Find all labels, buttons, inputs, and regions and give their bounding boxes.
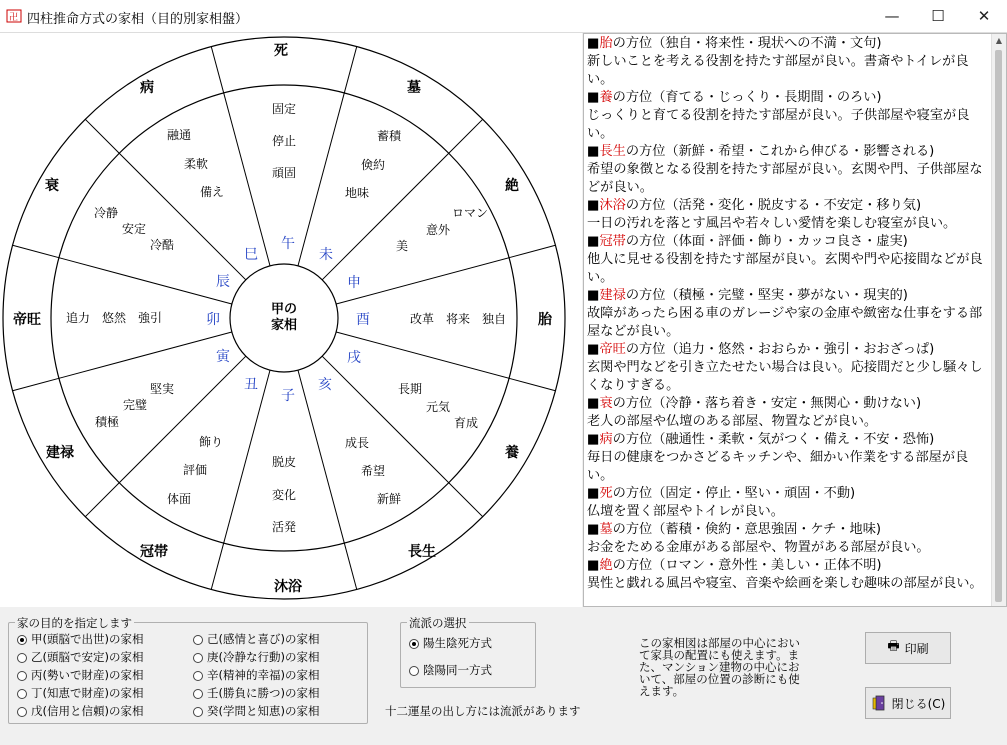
center-line2: 家相: [270, 318, 298, 333]
description-keyword: 帝旺: [599, 342, 626, 357]
usage-description: この家相図は部屋の中心において家具の配置にも使えます。また、マンション建物の中心において、部屋の位置の診断にも使えます。: [639, 636, 800, 698]
outer-label-tomb: 墓: [407, 80, 421, 96]
outer-ring-divider: [85, 483, 119, 517]
purpose-option[interactable]: [17, 649, 143, 665]
zodiac-u: 卯: [206, 312, 220, 328]
description-heading-text: の方位（追力・悠然・おおらか・強引・おおざっぱ): [625, 342, 935, 357]
outer-label-tai: 胎: [538, 312, 552, 328]
sector-divider: [59, 332, 232, 378]
kw-kenroku-3: 積極: [94, 415, 120, 429]
outer-ring-divider: [85, 119, 119, 153]
outer-ring-divider: [509, 378, 555, 390]
description-body: 玄関や門などを引き立たせたい場合は良い。応接間だと少し騒々しくなりすぎる。: [587, 360, 983, 393]
radio-button[interactable]: [193, 689, 203, 699]
exit-door-icon: [871, 695, 887, 711]
sector-divider: [322, 153, 449, 280]
description-body: 他人に見せる役割を持たす部屋が良い。玄関や門や応接間などが良い。: [587, 252, 983, 285]
center-line1: 甲の: [270, 302, 298, 317]
bullet-square-icon: ■: [587, 486, 600, 501]
outer-label-teiou: 帝旺: [13, 312, 41, 328]
scroll-up-arrow-icon[interactable]: ▲: [995, 36, 1003, 45]
purpose-option[interactable]: [193, 649, 319, 665]
description-heading: [587, 341, 987, 359]
print-button-label: 印刷: [904, 641, 929, 656]
zodiac-hitsuji: 未: [319, 247, 333, 263]
kw-death-1: 固定: [271, 102, 297, 116]
school-option[interactable]: [409, 635, 492, 651]
kw-sui-1: 冷静: [93, 206, 119, 220]
description-body: 毎日の健康をつかさどるキッチンや、細かい作業をする部屋が良い。: [587, 450, 969, 483]
kw-you-1: 長期: [397, 382, 423, 396]
description-keyword: 冠帯: [599, 234, 626, 249]
radio-button[interactable]: [193, 707, 203, 717]
kw-tai: 改革 将来 独自: [409, 312, 507, 326]
purpose-option-label: 辛(精神的幸福)の家相: [207, 668, 320, 682]
description-keyword: 衰: [599, 396, 613, 411]
description-body: 異性と戯れる風呂や寝室、音楽や絵画を楽しむ趣味の部屋が良い。: [587, 576, 983, 591]
bullet-square-icon: ■: [587, 90, 600, 105]
description-heading: [587, 89, 987, 107]
purpose-option[interactable]: [193, 667, 319, 683]
sector-divider: [59, 258, 232, 304]
description-body: じっくりと育てる役割を持たす部屋が良い。子供部屋や寝室が良い。: [587, 108, 970, 141]
outer-ring-divider: [449, 119, 483, 153]
description-keyword: 絶: [599, 558, 613, 573]
zodiac-uma: 午: [281, 236, 295, 252]
outer-ring-divider: [344, 47, 356, 93]
kw-mokuyoku-3: 活発: [271, 520, 297, 534]
radio-button[interactable]: [17, 671, 27, 681]
kw-chousei-3: 新鮮: [376, 492, 402, 506]
outer-label-sui: 衰: [45, 178, 59, 194]
maximize-button[interactable]: ☐: [931, 7, 945, 25]
school-group-title: 流派の選択: [409, 616, 467, 630]
svg-text:卍: 卍: [9, 13, 19, 23]
close-window-button[interactable]: ✕: [977, 7, 991, 25]
purpose-option-label: 甲(頭脳で出世)の家相: [31, 632, 144, 646]
kw-chousei-1: 成長: [344, 436, 370, 450]
zodiac-ne: 子: [281, 388, 295, 404]
description-heading-text: の方位（冷静・落ち着き・安定・無関心・動けない): [612, 396, 922, 411]
kw-mokuyoku-1: 脱皮: [271, 455, 297, 469]
description-heading-text: の方位（独自・将来性・現状への不満・文句): [612, 36, 882, 51]
outer-ring-divider: [449, 483, 483, 517]
zodiac-saru: 申: [347, 275, 361, 291]
kw-kantai-3: 体面: [166, 492, 192, 506]
school-option[interactable]: [409, 662, 492, 678]
center-label: [271, 302, 297, 334]
vertical-scrollbar[interactable]: [991, 34, 1006, 606]
description-heading: [587, 485, 987, 503]
outer-label-kantai: 冠帯: [140, 544, 168, 560]
purpose-option-label: 丙(勢いで財産)の家相: [31, 668, 144, 682]
purpose-option-label: 丁(知恵で財産)の家相: [31, 686, 144, 700]
outer-label-kenroku: 建禄: [46, 445, 74, 461]
description-heading: [587, 431, 987, 449]
printer-icon: 🖶: [887, 639, 900, 654]
outer-ring-divider: [13, 378, 59, 390]
radio-button[interactable]: [17, 707, 27, 717]
description-keyword: 墓: [599, 522, 613, 537]
sector-divider: [224, 93, 270, 266]
description-keyword: 養: [599, 90, 613, 105]
purpose-group: [8, 616, 368, 724]
kw-zetsu-3: 美: [395, 239, 409, 253]
sector-divider: [336, 332, 509, 378]
outer-ring-divider: [13, 245, 59, 257]
kw-byou-1: 融通: [166, 128, 192, 142]
kw-you-3: 育成: [453, 416, 479, 430]
outer-label-zetsu: 絶: [505, 178, 519, 194]
kw-kenroku-1: 堅実: [149, 382, 175, 396]
description-heading-text: の方位（育てる・じっくり・長期間・のろい): [612, 90, 882, 105]
close-button-label: 閉じる(C): [891, 696, 946, 711]
app-icon: [6, 8, 22, 24]
school-option-label: 陰陽同一方式: [423, 663, 492, 677]
zodiac-ushi: 丑: [244, 377, 258, 393]
description-keyword: 沐浴: [599, 198, 626, 213]
kw-tomb-1: 蓄積: [376, 129, 402, 143]
description-keyword: 建禄: [599, 288, 626, 303]
description-heading: [587, 35, 987, 53]
outer-ring-divider: [509, 245, 555, 257]
description-heading-text: の方位（活発・変化・脱皮する・不安定・移り気): [625, 198, 922, 213]
purpose-option-label: 戊(信用と信頼)の家相: [31, 704, 144, 718]
zodiac-inu: 戌: [347, 350, 361, 366]
bullet-square-icon: ■: [587, 234, 600, 249]
description-heading-text: の方位（固定・停止・堅い・頑固・不動): [612, 486, 856, 501]
kw-chousei-2: 希望: [360, 464, 386, 478]
description-heading: [587, 521, 987, 539]
description-body: 新しいことを考える役割を持たす部屋が良い。書斎やトイレが良い。: [587, 54, 969, 87]
bullet-square-icon: ■: [587, 558, 600, 573]
sector-divider: [298, 370, 344, 543]
description-heading-text: の方位（蓄積・倹約・意思強固・ケチ・地味): [612, 522, 882, 537]
minimize-button[interactable]: —: [884, 7, 900, 25]
description-heading-text: の方位（積極・完璧・堅実・夢がない・現実的): [625, 288, 908, 303]
sector-divider: [336, 258, 509, 304]
kw-byou-2: 柔軟: [183, 157, 209, 171]
description-body: 希望の象徴となる役割を持たす部屋が良い。玄関や門、子供部屋などが良い。: [587, 162, 983, 195]
description-body: 故障があったら困る車のガレージや家の金庫や緻密な仕事をする部屋などが良い。: [587, 306, 983, 339]
description-keyword: 死: [599, 486, 613, 501]
purpose-option[interactable]: [193, 703, 319, 719]
description-keyword: 胎: [599, 36, 613, 51]
description-keyword: 病: [599, 432, 613, 447]
radio-button[interactable]: [17, 635, 27, 645]
description-body: 仏壇を置く部屋やトイレが良い。: [587, 504, 784, 519]
description-heading: [587, 557, 987, 575]
zodiac-mi: 巳: [244, 247, 258, 263]
description-body: 老人の部屋や仏壇のある部屋、物置などが良い。: [587, 414, 878, 429]
purpose-option-label: 壬(勝負に勝つ)の家相: [207, 686, 320, 700]
description-list: [587, 35, 987, 593]
radio-button[interactable]: [193, 635, 203, 645]
kw-kenroku-2: 完璧: [122, 398, 148, 412]
outer-label-chousei: 長生: [408, 544, 436, 560]
purpose-group-title: 家の目的を指定します: [17, 616, 132, 630]
zodiac-tatsu: 辰: [216, 274, 230, 290]
purpose-option-label: 庚(冷静な行動)の家相: [207, 650, 320, 664]
description-heading: [587, 287, 987, 305]
kw-you-2: 元気: [425, 400, 451, 414]
sector-divider: [224, 370, 270, 543]
kw-zetsu-1: ロマン: [451, 206, 489, 220]
radio-button[interactable]: [17, 689, 27, 699]
outer-ring-divider: [211, 543, 223, 589]
description-heading: [587, 233, 987, 251]
radio-button[interactable]: [17, 653, 27, 663]
kw-tomb-2: 倹約: [360, 158, 386, 172]
description-heading-text: の方位（ロマン・意外性・美しい・正体不明): [612, 558, 882, 573]
outer-ring-divider: [344, 543, 356, 589]
purpose-option[interactable]: [17, 685, 143, 701]
kw-death-3: 頑固: [271, 166, 297, 180]
bullet-square-icon: ■: [587, 396, 600, 411]
purpose-option[interactable]: [193, 685, 319, 701]
zodiac-tora: 寅: [216, 349, 230, 365]
zodiac-tori: 酉: [356, 312, 370, 328]
bullet-square-icon: ■: [587, 198, 600, 213]
school-group: [400, 616, 536, 688]
description-heading-text: の方位（融通性・柔軟・気がつく・備え・不安・恐怖): [612, 432, 935, 447]
purpose-option[interactable]: [17, 703, 143, 719]
kw-kantai-2: 評価: [182, 463, 208, 477]
kw-kantai-1: 飾り: [198, 435, 224, 449]
outer-label-death: 死: [274, 43, 288, 59]
purpose-option-label: 乙(頭脳で安定)の家相: [31, 650, 144, 664]
description-body: 一日の汚れを落とす風呂や若々しい愛情を楽しむ寝室が良い。: [587, 216, 957, 231]
radio-button[interactable]: [193, 653, 203, 663]
close-button[interactable]: [865, 687, 951, 719]
bullet-square-icon: ■: [587, 288, 600, 303]
kw-tomb-3: 地味: [344, 186, 370, 200]
radio-button[interactable]: [409, 666, 419, 676]
radio-button[interactable]: [193, 671, 203, 681]
sector-divider: [322, 356, 449, 483]
sector-divider: [298, 93, 344, 266]
kw-sui-2: 安定: [121, 222, 147, 236]
description-heading-text: の方位（新鮮・希望・これから伸びる・影響される): [625, 144, 935, 159]
print-button[interactable]: [865, 632, 951, 664]
purpose-option[interactable]: [193, 631, 319, 647]
bullet-square-icon: ■: [587, 36, 600, 51]
sector-divider: [119, 153, 246, 280]
description-heading: [587, 197, 987, 215]
window-title: 四柱推命方式の家相（目的別家相盤）: [27, 12, 249, 27]
title-bar: [0, 0, 1007, 33]
zodiac-i: 亥: [318, 377, 332, 393]
kw-byou-3: 備え: [199, 185, 225, 199]
description-text-panel[interactable]: [583, 33, 1007, 607]
kw-teiou: 追力 悠然 強引: [65, 311, 163, 325]
outer-label-you: 養: [505, 445, 519, 461]
description-heading: [587, 395, 987, 413]
description-body: お金をためる金庫がある部屋や、物置がある部屋が良い。: [587, 540, 930, 555]
description-heading-text: の方位（体面・評価・飾り・カッコ良さ・虚実): [625, 234, 908, 249]
school-option-label: 陽生陰死方式: [423, 636, 492, 650]
kw-death-2: 停止: [271, 134, 297, 148]
outer-ring-divider: [211, 47, 223, 93]
radio-button[interactable]: [409, 639, 419, 649]
purpose-option-label: 己(感情と喜び)の家相: [207, 632, 320, 646]
kw-zetsu-2: 意外: [425, 223, 451, 237]
bullet-square-icon: ■: [587, 342, 600, 357]
outer-label-mokuyoku: 沐浴: [274, 579, 302, 595]
school-note: 十二運星の出し方には流派があります: [385, 704, 581, 718]
description-heading: [587, 143, 987, 161]
bullet-square-icon: ■: [587, 432, 600, 447]
purpose-option-label: 癸(学問と知恵)の家相: [207, 704, 320, 718]
kw-mokuyoku-2: 変化: [271, 488, 297, 502]
purpose-option[interactable]: [17, 631, 143, 647]
description-keyword: 長生: [599, 144, 626, 159]
outer-label-byou: 病: [140, 80, 154, 96]
bullet-square-icon: ■: [587, 522, 600, 537]
purpose-option[interactable]: [17, 667, 143, 683]
house-chart: [0, 33, 582, 607]
kw-sui-3: 冷酷: [149, 238, 175, 252]
scroll-thumb[interactable]: [995, 50, 1002, 602]
bullet-square-icon: ■: [587, 144, 600, 159]
